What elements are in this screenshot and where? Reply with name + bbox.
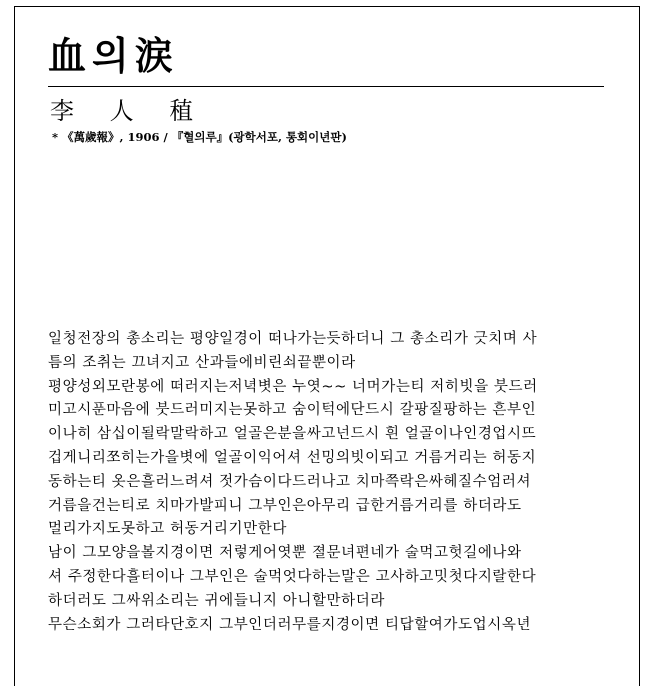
body-line: 거름을건는티로 치마가발피니 그부인은아무리 급한거름거리를 하더라도 (48, 497, 522, 514)
body-line: 하더러도 그싸위소리는 귀에들니지 아니할만하더라 (48, 592, 385, 609)
body-line: 남이 그모양을볼지경이면 저렇게어엿뿐 졀문녀편네가 술먹고헛길에나와 (48, 545, 522, 562)
title-divider (48, 86, 604, 87)
story-title: 血의涙 (48, 33, 179, 78)
body-line: 겁게니리쪼히는가을볏에 얼골이익어셔 선밍의빗이되고 거름거리는 허동지 (48, 449, 537, 466)
body-line: 미고시푼마음에 붓드러미지는못하고 숨이턱에단드시 갈팡질팡하는 흔부인 (48, 402, 537, 419)
body-line: 멀리가지도못하고 허동거리기만한다 (48, 521, 287, 538)
body-line: 평양성외모란봉에 떠러지는저녁볏은 누엿~~ 너머가는티 저히빗을 붓드러 (48, 378, 538, 395)
story-body (48, 328, 608, 637)
body-line: 틈의 조취는 끄녀지고 산과들에비린쇠끝뿐이라 (48, 354, 356, 371)
body-line: 셔 주정한다흘터이나 그부인은 술먹엇다하는말은 고사하고밋첫다지랄한다 (48, 568, 537, 585)
source-note: * 《萬歲報》, 1906 / 『혈의루』(광학서포, 통회이년판) (52, 130, 347, 144)
author-name: 李 人 稙 (50, 97, 208, 125)
body-line: 이나히 삼십이될락말락하고 얼골은분을싸고넌드시 흰 얼골이나인경업시뜨 (48, 426, 537, 443)
body-line: 일청전장의 총소리는 평양일경이 떠나가는듯하더니 그 총소리가 긋치며 사 (48, 331, 538, 347)
body-line: 무슨소회가 그러타단호지 그부인더러무를지경이면 티답할여가도업시옥년 (48, 616, 532, 633)
body-line: 동하는티 옷은흘러느려셔 젓가슴이다드러나고 치마쯕락은싸헤질수엄러셔 (48, 473, 532, 490)
